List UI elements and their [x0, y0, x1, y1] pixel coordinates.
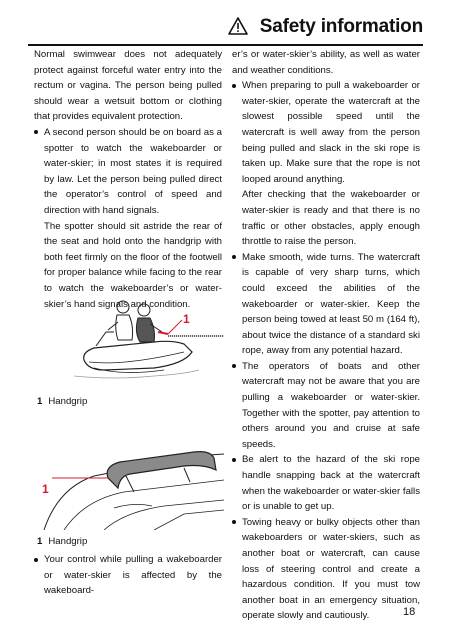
- bullet-other-operators: The operators of boats and other watercraft may not be aware that you are pulling a wakeboarder or water-skier. Together with the spotter, pay attention to others around you and cruise at safe speeds.: [232, 359, 420, 453]
- bullet-preparing-continued: After checking that the wakeboarder or water-skier is ready and that there is no traffic or other obstacles, apply enough throttle to raise the person.: [242, 189, 420, 248]
- left-column: [34, 47, 222, 312]
- figure1-caption-number: 1: [37, 396, 43, 407]
- section-header: [228, 14, 423, 44]
- bullet-towing-heavy-objects: Towing heavy or bulky objects other than wakeboarders or water-skiers, such as another boat or watercraft, can cause loss of steering control and create a hazardous condition. If you must tow another boat in an emergency situation, operate slowly and cautiously.: [232, 515, 420, 624]
- section-title: Safety information: [259, 16, 423, 37]
- left-column-bottom: [34, 552, 222, 599]
- paragraph-ability-continued: er’s or water-skier’s ability, as well as water and weather conditions.: [232, 49, 420, 76]
- bullet-rope-snapback: Be alert to the hazard of the ski rope handle snapping back at the watercraft when the wakeboarder or water-skier falls or is unable to get up.: [232, 452, 420, 514]
- figure2-callout: 1: [42, 482, 49, 496]
- figure1-callout: 1: [183, 312, 190, 326]
- bullet-control-affected: Your control while pulling a wakeboarder or water-skier is affected by the wakeboard-: [34, 552, 222, 599]
- paragraph-swimwear: Normal swimwear does not adequately protect against forceful water entry into the rectum or vagina. The person being pulled should wear a wetsuit bottom or clothing that provides equivalent protection.: [34, 49, 222, 123]
- bullet-smooth-turns: Make smooth, wide turns. The watercraft is capable of very sharp turns, which could exceed the abilities of the wakeboarder or water-skier. Keep the person being towed at least 50 m (164 ft), about twice the distance of a standard ski rope, away from any potential hazard.: [232, 250, 420, 359]
- figure-spotter-riding: [34, 280, 224, 398]
- page-number: 18: [403, 606, 416, 618]
- bullet-preparing-to-pull: When preparing to pull a wakeboarder or water-skier, operate the watercraft at the slowest possible speed until the watercraft is well away from the person being pulled and slack in the ski rope is taken up. Make sure that the rope is not looped around anything.: [232, 78, 420, 187]
- figure-handgrip-closeup: [34, 448, 224, 530]
- bullet-spotter-continued: The spotter should sit astride the rear of the seat and hold onto the handgrip with both feet firmly on the floor of the footwell for proper balance while facing to the rear to watch the wakeboarder’s or water-skier’s hand signals and condition.: [44, 220, 222, 310]
- warning-triangle-icon: [228, 17, 248, 35]
- figure1-caption-text: Handgrip: [48, 396, 88, 407]
- figure2-caption: [37, 536, 87, 547]
- right-column: [232, 47, 420, 624]
- figure2-caption-number: 1: [37, 536, 43, 547]
- header-divider: [28, 44, 423, 46]
- figure2-caption-text: Handgrip: [48, 536, 88, 547]
- figure1-caption: [37, 396, 87, 407]
- bullet-spotter: A second person should be on board as a spotter to watch the wakeboarder or water-skier; in most states it is required by law. Let the person being pulled direct the operator’s control of speed and direction with hand signals.: [34, 125, 222, 219]
